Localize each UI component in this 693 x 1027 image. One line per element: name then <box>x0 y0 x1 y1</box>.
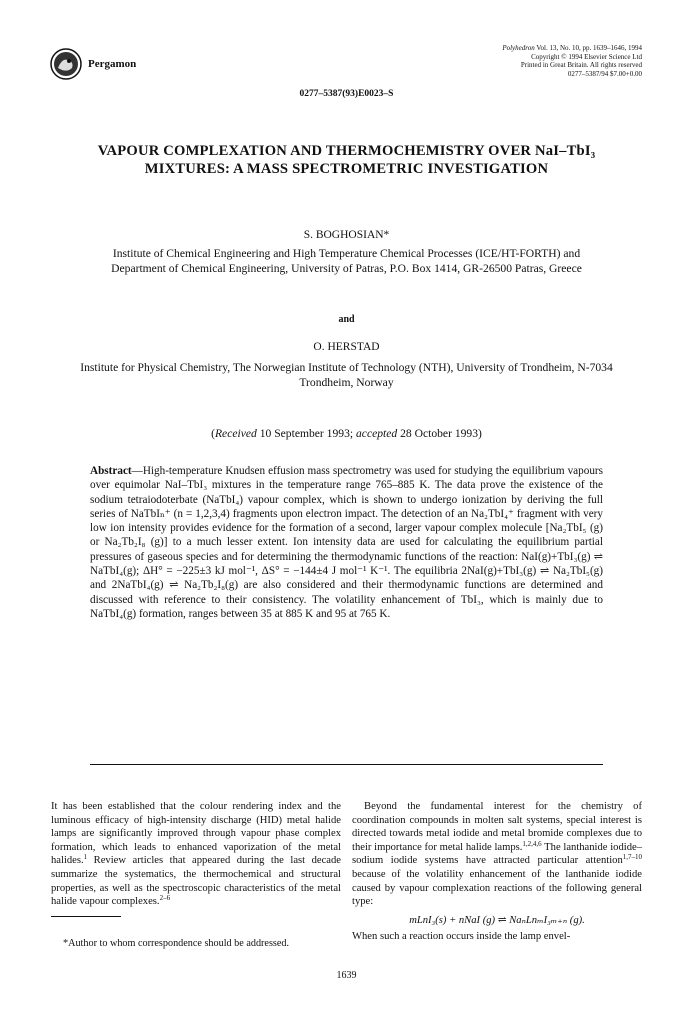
body-paragraph-continued: When such a reaction occurs inside the lamp envel- <box>352 931 571 943</box>
author-name-2: O. HERSTAD <box>313 341 380 353</box>
page-number: 1639 <box>336 970 357 981</box>
body-text-b: The lanthanide iodide–sodium iodide systems have attracted particular attention <box>352 841 643 867</box>
citation-ref: 1,2,4,6 <box>522 839 542 848</box>
accepted-date: 28 October 1993) <box>397 427 482 440</box>
author-affiliation-2: Institute for Physical Chemistry, The Norwegian Institute of Technology (NTH), University of Trondheim, N-7034 Trondheim, Norway <box>80 361 613 390</box>
citation-ref: 1 <box>83 853 88 862</box>
received-label: Received <box>214 427 257 440</box>
intro-text-b: Review articles that appeared during the last decade summarize the systematics, the thermochemical and structural properties, as well as the spectroscopic characteristics of the metal halide vapour complexes. <box>51 855 341 908</box>
pergamon-logo-icon <box>50 48 82 80</box>
intro-text-a: It has been established that the colour rendering index and the luminous efficacy of high-intensity discharge (HID) metal halide lamps are significantly improved through vapour phase complex formation, which leads to enhanced vaporization of the metal halides. <box>51 801 341 867</box>
journal-volume: Vol. 13, No. 10, pp. 1639–1646, 1994 <box>536 44 642 52</box>
footnote-divider <box>51 916 121 917</box>
abstract-text: —High-temperature Knudsen effusion mass spectrometry was used for studying the equilibrium vapours over equimolar NaI–TbI₃ mixtures in the temperature range 765–885 K. The data prove the existence of the sodium tetraiodoterbate (NaTbI₄) vapour complex, which is shown to undergo ionization by deriving the full series of NaTbIₙ⁺ (n = 1,2,3,4) fragments upon electron impact. The detection of an Na₂TbI₄⁺ fragment with very low ion intensity provides evidence for the formation of a second, larger vapour complex molecule [Na₂TbI₅ (g) or Na₂Tb₂I₈ (g)] to a much lesser extent. Ion intensity data are used for calculating the equilibrium partial pressures of gaseous species and for determining the thermodynamic functions of the reaction: NaI(g)+TbI₃(g) ⇌ NaTbI₄(g); ΔH° = −225±3 kJ mol⁻¹, ΔS° = −144±4 J mol⁻¹ K⁻¹. The equilibria 2NaI(g)+TbI₃(g) ⇌ Na₂TbI₅(g) and 2NaTbI₄(g) ⇌ Na₂Tb₂I₈(g) are also considered and their thermodynamic functions are determined and discussed with reference to their consistency. The volatility enhancement of TbI₃, which is mainly due to NaTbI₄(g) formation, ranges between 35 at 885 K and 95 at 765 K. <box>90 465 603 620</box>
abstract-divider <box>90 764 603 765</box>
abstract-label: Abstract <box>90 465 132 477</box>
author-name-1: S. BOGHOSIAN* <box>303 229 390 241</box>
reaction-equation: mLnI₃(s) + nNaI (g) ⇌ NaₙLnₘI₃ₘ₊ₙ (g). <box>409 914 585 926</box>
intro-paragraph <box>51 800 341 909</box>
copyright: Copyright © 1994 Elsevier Science Ltd <box>531 52 642 61</box>
received-open: ( <box>211 427 215 440</box>
journal-citation <box>502 44 642 53</box>
footnote: *Author to whom correspondence should be addressed. <box>63 938 290 949</box>
publisher-name: Pergamon <box>88 58 137 70</box>
abstract <box>90 464 603 621</box>
body-paragraph <box>352 800 642 909</box>
paper-title: VAPOUR COMPLEXATION AND THERMOCHEMISTRY OVER NaI–TbI₃ MIXTURES: A MASS SPECTROMETRIC INVESTIGATION <box>97 143 596 177</box>
body-text-a: Beyond the fundamental interest for the chemistry of coordination compounds in molten salt systems, special interest is directed towards metal iodide and metal bromide complexes due to their importance for metal halide lamps. <box>352 801 642 853</box>
and-separator: and <box>338 314 355 325</box>
journal-name: Polyhedron <box>502 44 535 52</box>
body-text-c: because of the volatility enhancement of the lanthanide iodide caused by vapour complexation reactions of the following general type: <box>352 868 642 908</box>
body-column-right <box>352 800 642 944</box>
journal-info <box>502 44 642 78</box>
body-column-left <box>51 800 341 909</box>
citation-ref: 1,7–10 <box>622 853 642 862</box>
citation-ref: 2–6 <box>159 894 171 903</box>
accepted-label: accepted <box>356 427 398 440</box>
printed-notice: Printed in Great Britain. All rights reserved <box>520 61 642 70</box>
pii-code: 0277–5387(93)E0023–S <box>299 89 394 99</box>
price-code: 0277–5387/94 $7.00+0.00 <box>567 69 642 78</box>
received-dates <box>0 427 693 440</box>
author-affiliation-1: Institute of Chemical Engineering and High Temperature Chemical Processes (ICE/HT-FORTH) and Department of Chemical Engineering, University of Patras, P.O. Box 1414, GR-26500 Patras, Greece <box>111 247 582 276</box>
received-date: 10 September 1993; <box>256 427 356 440</box>
